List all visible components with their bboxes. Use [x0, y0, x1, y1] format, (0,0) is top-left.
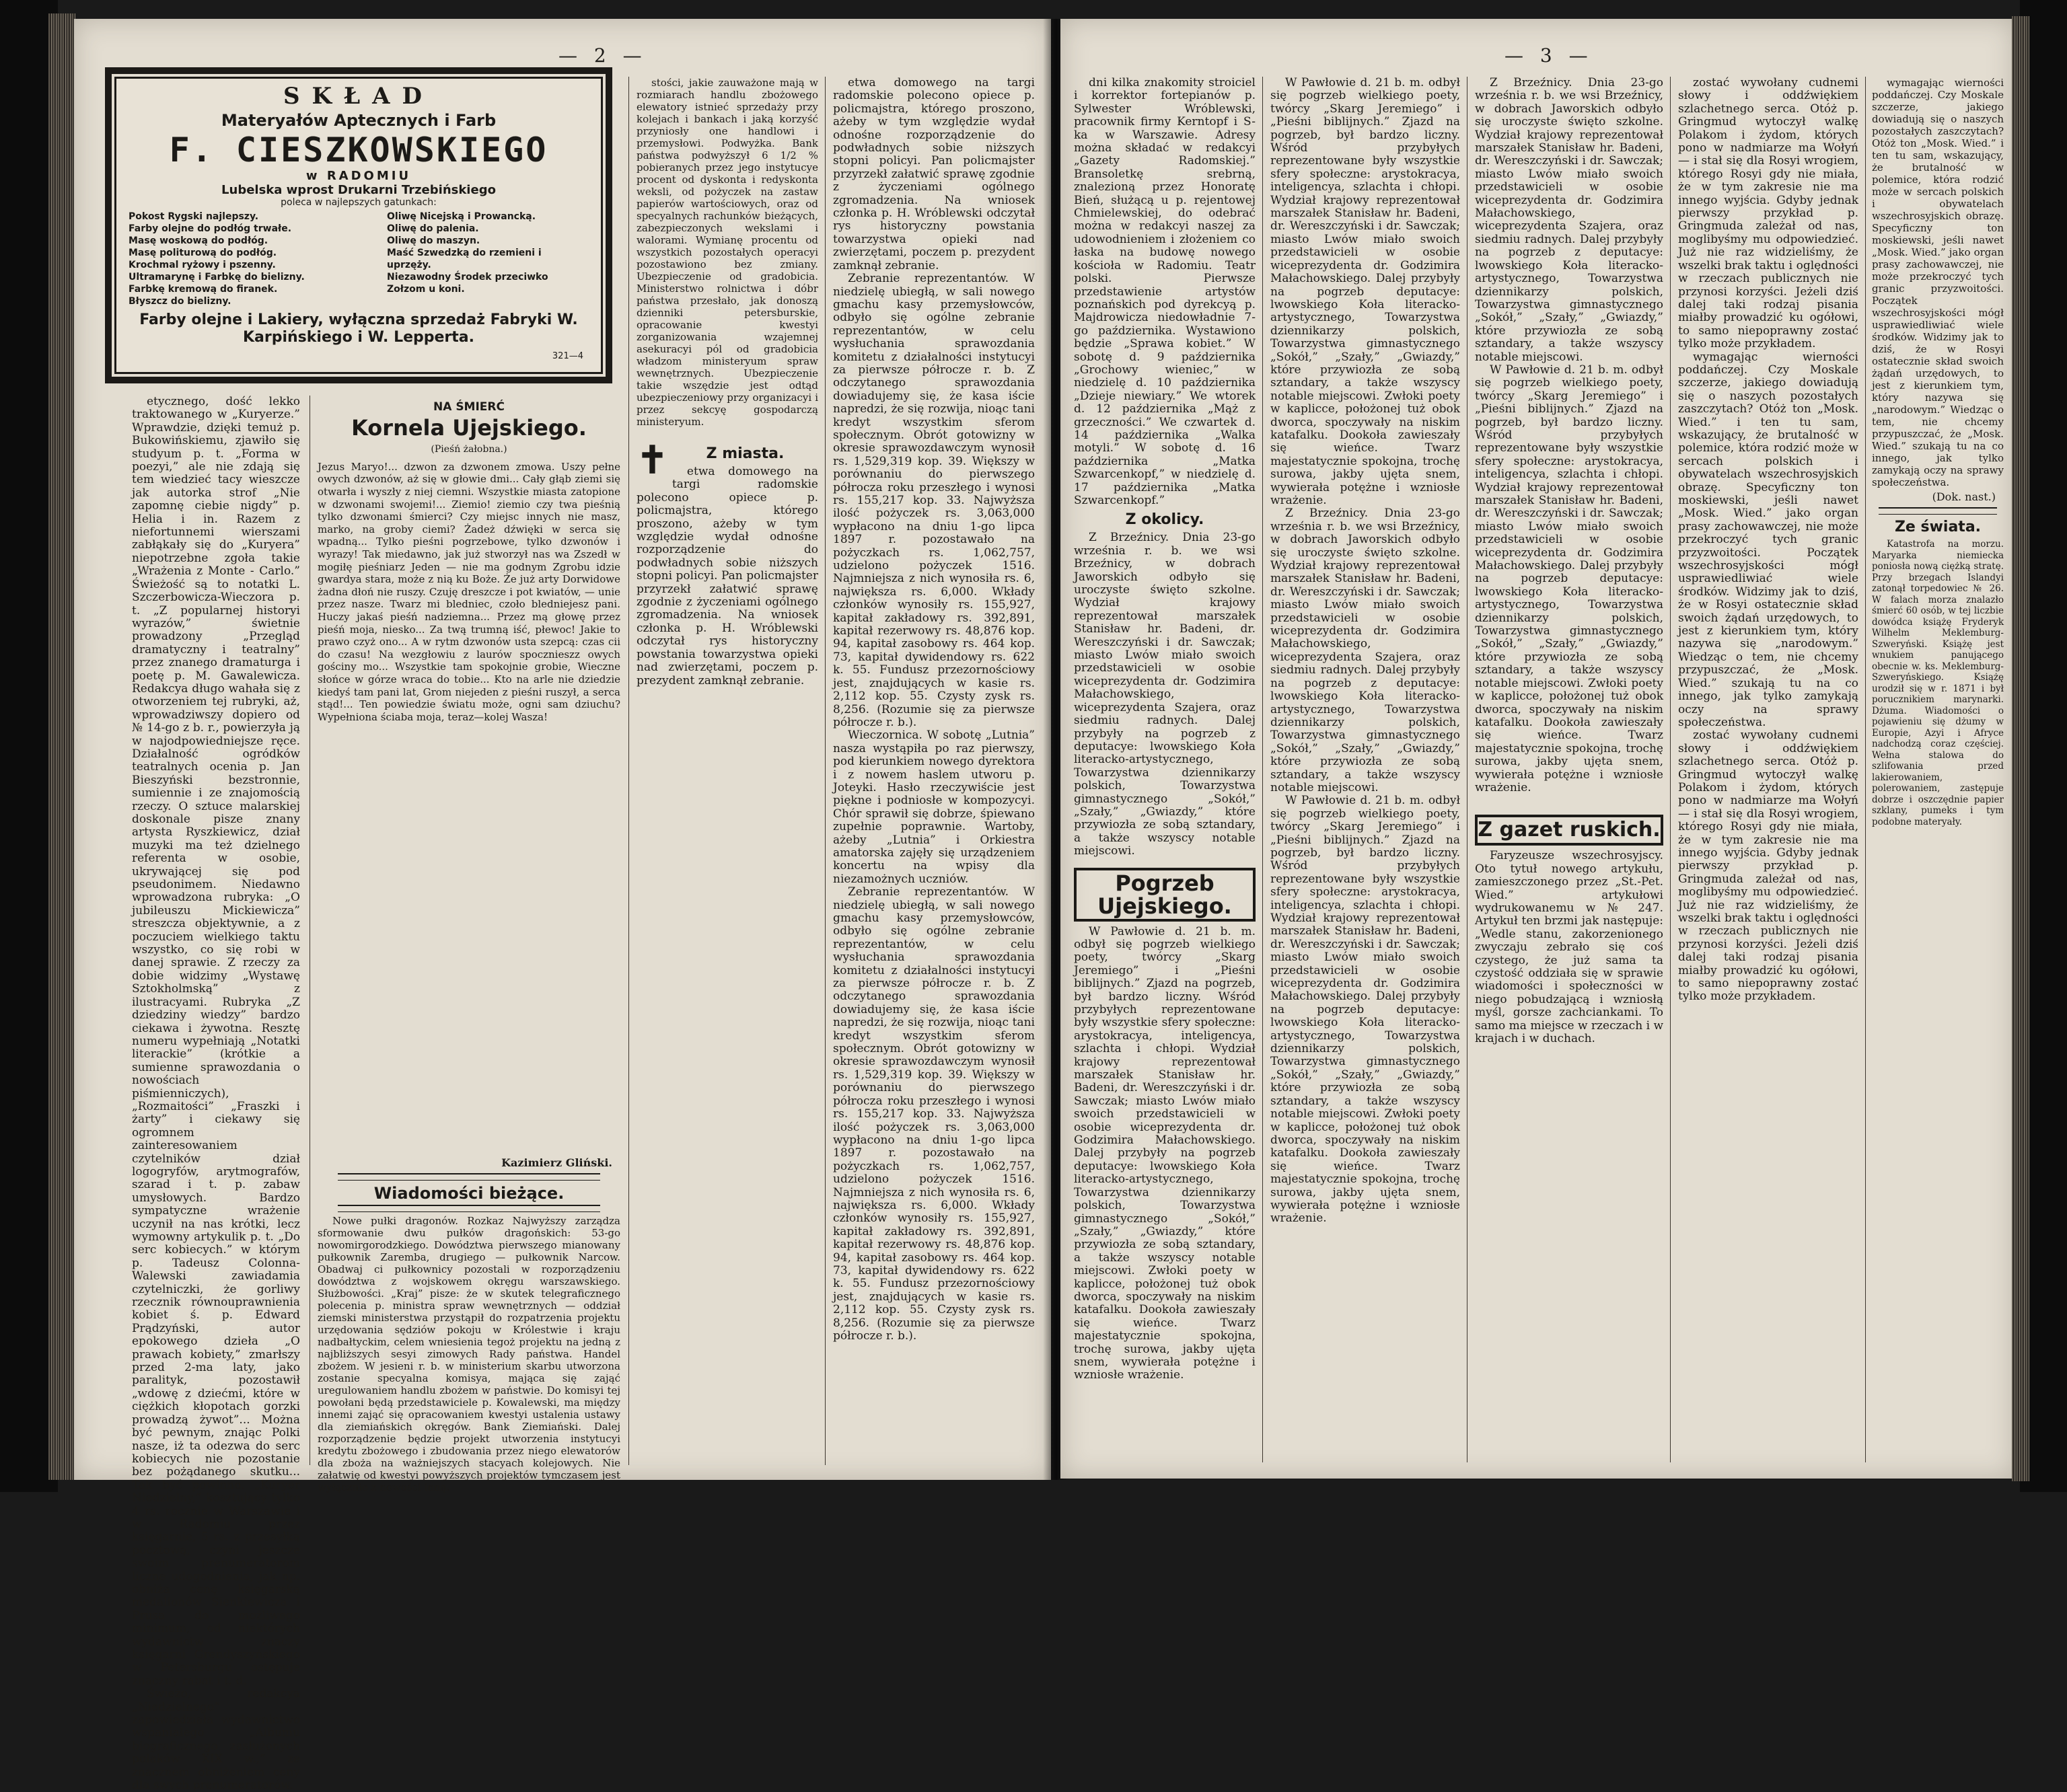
- article-text: Katastrofa na morzu. Maryarka niemiecka poniosła nową ciężką stratę. Przy brzegach Islandyi zatonął torpedowiec № 26. W falach morza znalazło śmierć 60 osób, w tej liczbie dowódca książę Fryderyk Wilhelm Meklemburg-Szweryński. Książę jest wnukiem panującego obecnie w. ks. Meklemburg-Szweryńskiego. Książę urodził się w r. 1871 i był porucznikiem marynarki. Dżuma. Wiadomości o pojawieniu się dżumy w Europie, Azyi i Afryce nadchodzą coraz częściej. Wełna stalowa do szlifowania przed lakierowaniem, polerowaniem, zastępuje dobrze i oszczędnie papier szklany, pumeks i tym podobne materyały.: [1872, 539, 2004, 827]
- section-divider: [1879, 507, 1997, 515]
- article-text: stości, jakie zauważone mają w rozmiarach handlu zbożowego elewatory istnieć sprzedaży przy kolejach i bankach i jaką korzyść przyniosły one handlowi i przemysłowi. Podwyżka. Bank państwa podwyższył 6 1/2 % pobieranych przez jego instytucye procent od dyskonta i redyskonta weksli, od pożyczek na zastaw papierów wartościowych, oraz od specyalnych rachunków bieżących, zabezpieczonych wekslami i walorami. Wymianę procentu od wszystkich pozostałych operacyi pozostawiono bez zmiany. Ubezpieczenie od gradobicia. Ministerstwo rolnictwa i dóbr państwa przesłało, jak donoszą dzienniki petersburskie, opracowanie kwestyi zorganizowania wzajemnej asekuracyi pól od gradobicia władzom ministeryum spraw wewnętrznych. Ubezpieczenie takie wszędzie jest odtąd ubezpieczeniowy przy organizacyi i przez sekcyę gospodarczą ministeryum.: [637, 77, 818, 428]
- article-text: Wieczornica. W sobotę „Lutnia” nasza wystąpiła po raz pierwszy, pod kierunkiem nowego dyrektora i z nowem haslem utworu p. Joteyki. Hasło rzeczywiście jest piękne i podniosłe w kompozycyi. Chór sprawił się dobrze, śpiewano zupełnie poprawnie. Wartoby, ażeby „Lutnia” i Orkiestra amatorska zajęły się urządzeniem koncertu na wpisy dla niezamożnych uczniów.: [833, 729, 1035, 886]
- poem-subtitle: (Pieśń żałobna.): [431, 444, 507, 455]
- ad-item: Niezawodny Środek przeciwko Zołzom u koni.: [387, 272, 548, 295]
- ad-item: Ultramarynę i Farbkę do bielizny.: [129, 272, 305, 283]
- section-divider: [338, 1173, 600, 1181]
- article-text: Z Brzeźnicy. Dnia 23-go września r. b. we wsi Brzeźnicy, w dobrach Jaworskich odbyło się uroczyste święto szkolne. Wydział krajowy reprezentował marszałek Stanisław hr. Badeni, dr. Wereszczyński i dr. Sawczak; miasto Lwów miało swoich przedstawicieli w osobie wiceprezydenta dr. Godzimira Małachowskiego, wiceprezydenta Szajera, oraz siedmiu radnych. Dalej przybyły na pogrzeb z deputacye: lwowskiego Koła literacko-artystycznego, Towarzystwa dziennikarzy polskich, Towarzystwa gimnastycznego „Sokół,” „Szały,” „Gwiazdy,” które przywiozła ze sobą sztandary, a także wszyscy notable miejscowi.: [1475, 76, 1663, 364]
- article-text: W Pawłowie d. 21 b. m. odbył się pogrzeb wielkiego poety, twórcy „Skarg Jeremiego” i „Pieśni biblijnych.” Zjazd na pogrzeb, był bardzo liczny. Wśród przybyłych reprezentowane były wszystkie sfery społeczne: arystokracya, inteligencya, szlachta i chłopi. Wydział krajowy reprezentował marszałek Stanisław hr. Badeni, dr. Wereszczyński i dr. Sawczak; miasto Lwów miało swoich przedstawicieli w osobie wiceprezydenta dr. Godzimira Małachowskiego. Dalej przybyły na pogrzeb deputacye: lwowskiego Koła literacko-artystycznego, Towarzystwa dziennikarzy polskich, Towarzystwa gimnastycznego „Sokół,” „Szały,” „Gwiazdy,” które przywiozła ze sobą sztandary, a także wszyscy notable miejscowi. Zwłoki poety w kaplicce, położonej tuż obok dworca, spoczywały na niskim katafalku. Dookoła zawieszały się wieńce. Twarz majestatycznie spokojna, trochę surowa, jakby ujęta snem, wywierała potężne i wzniosłe wrażenie.: [1270, 76, 1460, 507]
- column-3: [637, 77, 818, 1462]
- continuation-note: (Dok. nast.): [1932, 490, 1996, 503]
- ad-item: Masę woskową do podłóg.: [129, 235, 268, 246]
- article-text: wymagając wierności poddańczej. Czy Moskale szczerze, jakiego dowiadują się o naszych pozostałych zaszczytach? Otóż ton „Mosk. Wied.” i ten tu sam, wskazujący, że brutalność w polemice, która rodzić może w sercach polskich i obywatelach wszechrosyjskich obrazę. Specyficzny ton moskiewski, jeśli nawet „Mosk. Wied.” jako organ prasy zachowawczej, nie może przekroczyć tych granic przyzwoitości. Początek wszechrosyjskości mógł usprawiedliwiać wiele środków. Widzimy jak to dziś, że w Rosyi ostatecznie skład swoich żądań urzędowych, to jest z kierunkiem tym, który nazywa się „narodowym.” Wiedząc o tem, nie chcemy przypuszczać, że „Mosk. Wied.” szukają tu na co innego, jak tylko zamykają oczy na sprawy społeczeństwa.: [1678, 350, 1858, 729]
- ad-item: Maść Szwedzką do rzemieni i uprzęży.: [387, 248, 542, 270]
- column-rule: [825, 77, 826, 1465]
- article-text: W Pawłowie d. 21 b. m. odbył się pogrzeb wielkiego poety, twórcy „Skarg Jeremiego” i „Pieśni biblijnych.” Zjazd na pogrzeb, był bardzo liczny. Wśród przybyłych reprezentowane były wszystkie sfery społeczne: arystokracya, inteligencya, szlachta i chłopi. Wydział krajowy reprezentował marszałek Stanisław hr. Badeni, dr. Wereszczyński i dr. Sawczak; miasto Lwów miało swoich przedstawicieli w osobie wiceprezydenta dr. Godzimira Małachowskiego. Dalej przybyły na pogrzeb deputacye: lwowskiego Koła literacko-artystycznego, Towarzystwa dziennikarzy polskich, Towarzystwa gimnastycznego „Sokół,” „Szały,” „Gwiazdy,” które przywiozła ze sobą sztandary, a także wszyscy notable miejscowi. Zwłoki poety w kaplicce, położonej tuż obok dworca, spoczywały na niskim katafalku. Dookoła zawieszały się wieńce. Twarz majestatycznie spokojna, trochę surowa, jakby ujęta snem, wywierała potężne i wzniosłe wrażenie.: [1074, 924, 1256, 1382]
- column-3: [1475, 77, 1663, 1462]
- ad-item: Oliwę do palenia.: [387, 223, 479, 234]
- column-1: [132, 395, 300, 1792]
- book-page-edges-left: [48, 13, 75, 1480]
- column-4: [1678, 77, 1858, 1462]
- article-text: etwa domowego na targi radomskie polecono opiece p. policmajstra, którego proszono, ażeby w tym względzie wydał odnośne rozporządzenie do podwładnych sobie niższych stopni policyi. Pan policmajster przyrzekł załatwić sprawę zgodnie z życzeniami ogólnego zgromadzenia. Na wniosek członka p. H. Wróblewski odczytał rys historyczny powstania towarzystwa opieki nad zwierzętami, poczem p. prezydent zamknął zebranie.: [833, 76, 1035, 272]
- article-text: Nowe pułki dragonów. Rozkaz Najwyższy zarządza sformowanie dwu pułków dragońskich: 53-go nowomirgorodzkiego. Dowództwa pierwszego mianowany pułkownik Zaremba, drugiego — pułkownik Narcow. Obadwaj ci pułkownicy pozostali w rozporządzeniu dowództwa z wojskowem okręgu warszawskiego. Służbowości. „Kraj” pisze: że w skutek telegraficznego polecenia p. ministra spraw wewnętrznych — oddział ziemski ministerstwa przystąpił do rozpatrzenia projektu urzędowania sędziów pokoju w Królestwie i kraju nadbałtyckim, celem wniesienia tegoż projektu na jedną z najbliższych sesyi zimowych Rady państwa. Handel zbożem. W jesieni r. b. w ministerium skarbu utworzona zostanie specyalna komisya, mająca się zająć uregulowaniem handlu zbożem w państwie. Do komisyi tej powołani będą przedstawiciele p. Kowalewski, ma między innemi zająć się opracowaniem kwestyi ustalenia ustawy dla ziemiańskich okręgów. Bank Ziemiański. Dalej rozporządzenie będzie projekt utworzenia instytucyi kredytu zbożowego i zbudowania przez niego elewatorów dla zboża na ważniejszych stacyach kolejowych. Nie załatwię od kwestyi powyższych projektów tymczasem jest wyłącznie z nowości inną.: [318, 1215, 620, 1494]
- ad-tagline: poleca w najlepszych gatunkach:: [281, 197, 437, 208]
- article-text: etwa domowego na targi radomskie polecono opiece p. policmajstra, którego proszono, ażeby w tym względzie wydał odnośne rozporządzenie do podwładnych sobie niższych stopni policyi. Pan policmajster przyrzekł załatwić sprawę zgodnie z życzeniami ogólnego zgromadzenia. Na wniosek członka p. H. Wróblewski odczytał rys historyczny powstania towarzystwa opieki nad zwierzętami, poczem p. prezydent zamknął zebranie.: [637, 465, 818, 687]
- ad-brand: F. CIESZKOWSKIEGO: [169, 130, 548, 170]
- article-text: zostać wywołany cudnemi słowy i oddźwiękiem szlachetnego serca. Otóż p. Gringmud wytoczył walkę Polakom i żydom, których pono w nadmiarze ma Wołyń — i stał się dla Rosyi wrogiem, którego Rosyi gdy nie miała, że w tym zakresie nie ma innego wyjścia. Gdyby jednak pierwszy przykład p. Gringmuda zależał od nas, moglibyśmy mu odpowiedzieć. Już nie raz widzieliśmy, że wszelki brak taktu i oględności w rzeczach publicznych nie przynosi korzyści. Jeżeli dziś dalej taki rodzaj pisania miałby prowadzić ku ogółowi, to samo niepoprawny zostać tylko może przykładem.: [1678, 76, 1858, 351]
- ad-address: Lubelska wprost Drukarni Trzebińskiego: [221, 183, 496, 197]
- column-1: [1074, 77, 1256, 1462]
- page-number-left: — 2 —: [558, 44, 647, 67]
- ze-swiata-heading: Ze świata.: [1894, 519, 1982, 535]
- poem-author: Kazimierz Gliński.: [501, 1156, 612, 1169]
- article-text: W Pawłowie d. 21 b. m. odbył się pogrzeb wielkiego poety, twórcy „Skarg Jeremiego” i „Pieśni biblijnych.” Zjazd na pogrzeb, był bardzo liczny. Wśród przybyłych reprezentowane były wszystkie sfery społeczne: arystokracya, inteligencya, szlachta i chłopi. Wydział krajowy reprezentował marszałek Stanisław hr. Badeni, dr. Wereszczyński i dr. Sawczak; miasto Lwów miało swoich przedstawicieli w osobie wiceprezydenta dr. Godzimira Małachowskiego. Dalej przybyły na pogrzeb deputacye: lwowskiego Koła literacko-artystycznego, Towarzystwa dziennikarzy polskich, Towarzystwa gimnastycznego „Sokół,” „Szały,” „Gwiazdy,” które przywiozła ze sobą sztandary, a także wszyscy notable miejscowi. Zwłoki poety w kaplicce, położonej tuż obok dworca, spoczywały na niskim katafalku. Dookoła zawieszały się wieńce. Twarz majestatycznie spokojna, trochę surowa, jakby ujęta snem, wywierała potężne i wzniosłe wrażenie.: [1270, 794, 1460, 1226]
- left-page: [74, 19, 1051, 1792]
- column-4: [833, 77, 1035, 1462]
- ad-city: w RADOMIU: [305, 169, 412, 183]
- ad-product-list: [116, 208, 601, 307]
- book-page-edges-right: [2012, 16, 2029, 1481]
- poem-text: Jezus Maryo!... dzwon za dzwonem zmowa. Uszy pełne owych dzwonów, aż się w głowie dmi... Cały głąb ziemi się otwarła i wyszły z niej ciemni. Wszystkie miasta zatopione w dzwonami swojemi!... Ziemio! ziemio czy twa pieśnią tylko dzwonami śmierci? Czy miejsc innych nie masz, marko, na groby ciemi? Żadeż dźwięki w serca się wpadną... Tylko pieśni pogrzebowe, tylko dzwonów i wyrazy! Tak miedawno, jak już stworzył nas wa Zszedł w mogiłę pieśniarz Jeden — nie ma godnym Zgrobu idzie gwardya stara, może z nią ku Boże. Że już arty Dorwidowe żadna dłoń nie ruszy. Czuję dreszcze i pot kwiatów, — unie przez nasze. Twarz mi bledniec, czoło bledniejesz pani. Huczy jakaś pieśń nadziemna... Przez mą głowę przez pieśń moja, niesko... Za twą trumną iść, płewoc! Jakie to prawo czyż ono... A w rytm dzwonów usta szepcą: czas cii do czasu! Na wezgłowiu z laurów spocznieszz owych gościny mo... Wszystkie tam spokojnie grobie, Wieczne słońce w górze wraca do tobie... Kto na arle nie dziedzie kiedyś tam pani lat, Grom niejeden z pieśni ruszył, a serca stąd!... Ten powiedzie światu może, ogni sam dziuchu? Wypełniona ściaba moja, teraz—kolej Wasza!: [318, 460, 620, 723]
- article-text: Świeżo, redakcya „Niedzielnego” zapowiedziała wydawnictwo wspaniałego „Albumu biograficznego zasłużonych polaków XIX w.,” ze znacznem obniżeniem ceny dla swych prenumeratorów.: [132, 1687, 300, 1792]
- ad-item: Masę politurową do podłóg.: [129, 248, 277, 258]
- column-rule: [628, 77, 629, 1465]
- ad-item: Krochmal ryżowy i pszenny.: [129, 260, 276, 270]
- page-number-right: — 3 —: [1504, 44, 1593, 67]
- pogrzeb-heading: Pogrzeb Ujejskiego.: [1074, 868, 1256, 922]
- ad-items-right: [387, 211, 589, 307]
- article-text: Faryzeusze wszechrosyjscy. Oto tytuł nowego artykułu, zamieszczonego przez „St.-Pet. Wied.” artykułowi wydrukowanemu w № 247. Artykuł ten brzmi jak następuje: „Wedle stanu, zakorzenionego zwyczaju zebrało się coś czystego, że już sama ta czystość oddziała się w sprawie wiadomości i społeczności w niego pobudzającą i wzniosłą myśl, gorsze zachciankami. To samo ma miejsce w rzeczach i w krajach i w duchach.: [1475, 849, 1663, 1046]
- article-text: dni kilka znakomity stroiciel i korrektor fortepianów p. Sylwester Wróblewski, pracownik firmy Kerntopf i S-ka w Warszawie. Adresy można składać w redakcyi „Gazety Radomskiej.” Bransoletkę srebrną, znalezioną przez Honoratę Bień, służącą u p. rejentowej Chmielewskiej, do odebrać można w redakcyi naszej za udowodnieniem i złożeniem co łaska na budowę nowego kościoła w Radomiu. Teatr polski. Pierwsze przedstawienie artystów poznańskich pod dyrekcyą p. Majdrowicza niedowładnie 7-go października. Wystawiono będzie „Sprawa kobiet.” W sobotę d. 9 października „Grochowy wieniec,” w niedzielę d. 10 października „Dzieje niewiary.” We wtorek d. 12 października „Mąż z grzeczności.” We czwartek d. 14 października „Walka motyli.” W sobotę d. 16 października „Matka Szwarcenkopf,” w niedzielę d. 17 października „Matka Szwarcenkopf.”: [1074, 76, 1256, 507]
- poem-title: Kornela Ujejskiego.: [351, 415, 587, 441]
- column-2: [318, 396, 620, 1494]
- wiadomosci-heading: Wiadomości bieżące.: [373, 1184, 565, 1203]
- z-gazet-heading: Z gazet ruskich.: [1475, 815, 1663, 846]
- ad-subtitle: Materyałów Aptecznych i Farb: [221, 111, 497, 130]
- ad-footer: Farby olejne i Lakiery, wyłączna sprzedaż Fabryki W. Karpińskiego i W. Lepperta.: [139, 311, 578, 346]
- article-text: W Pawłowie d. 21 b. m. odbył się pogrzeb wielkiego poety, twórcy „Skarg Jeremiego” i „Pieśni biblijnych.” Zjazd na pogrzeb, był bardzo liczny. Wśród przybyłych reprezentowane były wszystkie sfery społeczne: arystokracya, inteligencya, szlachta i chłopi. Wydział krajowy reprezentował marszałek Stanisław hr. Badeni, dr. Wereszczyński i dr. Sawczak; miasto Lwów miało swoich przedstawicieli w osobie wiceprezydenta dr. Godzimira Małachowskiego. Dalej przybyły na pogrzeb deputacye: lwowskiego Koła literacko-artystycznego, Towarzystwa dziennikarzy polskich, Towarzystwa gimnastycznego „Sokół,” „Szały,” „Gwiazdy,” które przywiozła ze sobą sztandary, a także wszyscy notable miejscowi. Zwłoki poety w kaplicce, położonej tuż obok dworca, spoczywały na niskim katafalku. Dookoła zawieszały się wieńce. Twarz majestatycznie spokojna, trochę surowa, jakby ujęta snem, wywierała potężne i wzniosłe wrażenie.: [1475, 363, 1663, 794]
- column-rule: [1865, 77, 1866, 1462]
- section-divider: [338, 1205, 600, 1212]
- ad-item: Pokost Rygski najlepszy.: [129, 211, 259, 222]
- ad-items-left: [129, 211, 305, 307]
- article-text: etycznego, dość lekko traktowanego w „Kuryerze.” Wprawdzie, dzięki temuż p. Bukowińskiemu, zjawiło się studyum p. t. „Forma w poezyi,” ale nie zdają się tem wiedzieć tacy wieszcze jak autorka strof „Nie zapomnę ciebie nigdy” p. Helia i in. Razem z niefortunnemi wierszami zabłąkały się do „Kuryera” niepotrzebne zgoła takie „Wrażenia z Monte - Carlo.” Świeżość są to notatki L. Szczerbowicza-Wieczora p. t. „Z popularnej historyi wyrazów,” świetnie prowadzony „Przegląd dramatyczny i teatralny” przez znanego dramaturga i poetę p. M. Gawalewicza. Redakcya długo wahała się z otworzeniem tej rubryki, aż, wprowadziwszy dopiero od № 14-go z b. r., powierzyła ją w najodpowiedniejsze ręce. Działalność ogródków teatralnych ocenia p. Jan Bieszyński bezstronnie, sumiennie i ze znajomością rzeczy. O sztuce malarskiej doskonale pisze znany artysta Ryszkiewicz, dział muzyki ma też dzielnego referenta w osobie, ukrywającej się pod pseudonimem. Niedawno wprowadzona rubryka: „O jubileuszu Mickiewicza” streszcza objektywnie, a z poczuciem wielkiego taktu wszystko, co się robi w danej sprawie. Z rzeczy za dobie widzimy „Wystawę Sztokholmską” z ilustracyami. Rubryka „Z dziedziny wiedzy” bardzo ciekawa i żywotna. Resztę numeru wypełniają „Notatki literackie” (krótkie a sumienne sprawozdania o nowościach piśmienniczych), „Rozmaitości” „Fraszki i żarty” i ciekawy się ogromnem zainteresowaniem czytelników dział logogryfów, arytmografów, szarad i t. p. zabaw umysłowych. Bardzo sympatyczne wrażenie uczynił na nas krótki, lecz wymowny artykulik p. t. „Do serc kobiecych.” w którym p. Tadeusz Colonna-Walewski zawiadamia czytelniczki, że gorliwy rzecznik równouprawnienia kobiet ś. p. Edward Prądzyński, autor epokowego dzieła „O prawach kobiety,” zmarłszy przed 2-ma laty, jako paralityk, pozostawił „wdowę z dziećmi, które w ciężkich kłopotach gorzki prowadzą żywot”... Można być pewnym, znając Polki nasze, iż ta odezwa do serc kobiecych nie pozostanie bez pożądanego skutku... Tak być powinno. „Kuryer Niedzielny,” kosztujący tylko 4 rs. rocznie w Warszawie i w Radomiu przez księgarnie, 5 rs. z przesyłką pocztową, czyni jeszcze swoim prenumeratorom liczne udogodnienia, jak np. obniża cenę księgarską medalionów Sienkiewicza i Prusa do możliwego minimum, od niektórych wydawnictw znaczy księgarni Grendyszyńskiego w Petersburgu ostępuje znaczny rabat i t. d.: [132, 395, 300, 1688]
- article-text: Z Brzeźnicy. Dnia 23-go września r. b. we wsi Brzeźnicy, w dobrach Jaworskich odbyło się uroczyste święto szkolne. Wydział krajowy reprezentował marszałek Stanisław hr. Badeni, dr. Wereszczyński i dr. Sawczak; miasto Lwów miało swoich przedstawicieli w osobie wiceprezydenta dr. Godzimira Małachowskiego, wiceprezydenta Szajera, oraz siedmiu radnych. Dalej przybyły na pogrzeb z deputacye: lwowskiego Koła literacko-artystycznego, Towarzystwa dziennikarzy polskich, Towarzystwa gimnastycznego „Sokół,” „Szały,” „Gwiazdy,” które przywiozła ze sobą sztandary, a także wszyscy notable miejscowi.: [1074, 531, 1256, 858]
- article-text: Zebranie reprezentantów. W niedzielę ubiegłą, w sali nowego gmachu kasy przemysłowców, odbyło się ogólne zebranie reprezentantów, w celu wysłuchania sprawozdania komitetu z działalności instytucyi za pierwsze półrocze r. b. Z odczytanego sprawozdania dowiadujemy się, że kasa iście napredzi, że się rozwija, nioąc tani kredyt wszystkim sferom społecznym. Obrót gotowizny w okresie sprawozdawczym wynosił rs. 1,529,319 kop. 39. Większy w porównaniu do pierwszego półrocza roku przeszłego i wynosi rs. 155,217 kop. 33. Najwyższa ilość pożyczek rs. 3,063,000 wypłacono na dniu 1-go lipca 1897 r. pozostawało na pożyczkach rs. 1,062,757, udzielono pożyczek 1516. Najmniejsza z nich wynosiła rs. 6, największa rs. 6,000. Wkłady członków wynosiły rs. 155,927, kapitał zakładowy rs. 392,891, kapitał rezerwowy rs. 48,876 kop. 94, kapitał zasobowy rs. 464 kop. 73, kapitał dywidendowy rs. 622 k. 55. Fundusz przezornościowy jest, znajdujących w kasie rs. 2,112 kop. 55. Czysty zysk rs. 8,256. (Rozumie się za pierwsze półrocze r. b.).: [833, 272, 1035, 729]
- ad-item: Oliwę do maszyn.: [387, 235, 480, 246]
- article-text: Zebranie reprezentantów. W niedzielę ubiegłą, w sali nowego gmachu kasy przemysłowców, odbyło się ogólne zebranie reprezentantów, w celu wysłuchania sprawozdania komitetu z działalności instytucyi za pierwsze półrocze r. b. Z odczytanego sprawozdania dowiadujemy się, że kasa iście napredzi, że się rozwija, nioąc tani kredyt wszystkim sferom społecznym. Obrót gotowizny w okresie sprawozdawczym wynosił rs. 1,529,319 kop. 39. Większy w porównaniu do pierwszego półrocza roku przeszłego i wynosi rs. 155,217 kop. 33. Najwyższa ilość pożyczek rs. 3,063,000 wypłacono na dniu 1-go lipca 1897 r. pozostawało na pożyczkach rs. 1,062,757, udzielono pożyczek 1516. Najmniejsza z nich wynosiła rs. 6, największa rs. 6,000. Wkłady członków wynosiły rs. 155,927, kapitał zakładowy rs. 392,891, kapitał rezerwowy rs. 48,876 kop. 94, kapitał zasobowy rs. 464 kop. 73, kapitał dywidendowy rs. 622 k. 55. Fundusz przezornościowy jest, znajdujących w kasie rs. 2,112 kop. 55. Czysty zysk rs. 8,256. (Rozumie się za pierwsze półrocze r. b.).: [833, 885, 1035, 1343]
- ad-item: Farbkę kremową do firanek.: [129, 284, 278, 295]
- column-rule: [1670, 77, 1671, 1462]
- cross-icon: ✝: [637, 438, 668, 482]
- ad-number: 321—4: [552, 351, 583, 361]
- column-rule: [1262, 77, 1263, 1462]
- article-text: Z Brzeźnicy. Dnia 23-go września r. b. we wsi Brzeźnicy, w dobrach Jaworskich odbyło się uroczyste święto szkolne. Wydział krajowy reprezentował marszałek Stanisław hr. Badeni, dr. Wereszczyński i dr. Sawczak; miasto Lwów miało swoich przedstawicieli w osobie wiceprezydenta dr. Godzimira Małachowskiego, wiceprezydenta Szajera, oraz siedmiu radnych. Dalej przybyły na pogrzeb z deputacye: lwowskiego Koła literacko-artystycznego, Towarzystwa dziennikarzy polskich, Towarzystwa gimnastycznego „Sokół,” „Szały,” „Gwiazdy,” które przywiozła ze sobą sztandary, a także wszyscy notable miejscowi.: [1270, 507, 1460, 794]
- advertisement-box: [114, 77, 603, 374]
- na-smierc-small: NA ŚMIERĆ: [433, 400, 505, 414]
- z-miasta-heading: Z miasta.: [706, 445, 785, 462]
- ad-item: Farby olejne do podłóg trwałe.: [129, 223, 292, 234]
- column-5: [1872, 77, 2004, 1462]
- ad-title: SKŁAD: [283, 83, 435, 110]
- z-okolicy-heading: Z okolicy.: [1125, 511, 1204, 529]
- article-text: zostać wywołany cudnemi słowy i oddźwiękiem szlachetnego serca. Otóż p. Gringmud wytoczył walkę Polakom i żydom, których pono w nadmiarze ma Wołyń — i stał się dla Rosyi wrogiem, którego Rosyi gdy nie miała, że w tym zakresie nie ma innego wyjścia. Gdyby jednak pierwszy przykład p. Gringmuda zależał od nas, moglibyśmy mu odpowiedzieć. Już nie raz widzieliśmy, że wszelki brak taktu i oględności w rzeczach publicznych nie przynosi korzyści. Jeżeli dziś dalej taki rodzaj pisania miałby prowadzić ku ogółowi, to samo niepoprawny zostać tylko może przykładem.: [1678, 729, 1858, 1004]
- ad-item: Błyszcz do bielizny.: [129, 296, 231, 307]
- ad-item: Oliwę Nicejską i Prowancką.: [387, 211, 536, 222]
- right-page: [1060, 19, 2015, 1479]
- article-text: wymagając wierności poddańczej. Czy Moskale szczerze, jakiego dowiadują się o naszych pozostałych zaszczytach? Otóż ton „Mosk. Wied.” i ten tu sam, wskazujący, że brutalność w polemice, która rodzić może w sercach polskich i obywatelach wszechrosyjskich obrazę. Specyficzny ton moskiewski, jeśli nawet „Mosk. Wied.” jako organ prasy zachowawczej, nie może przekroczyć tych granic przyzwoitości. Początek wszechrosyjskości mógł usprawiedliwiać wiele środków. Widzimy jak to dziś, że w Rosyi ostatecznie skład swoich żądań urzędowych, to jest z kierunkiem tym, który nazywa się „narodowym.” Wiedząc o tem, nie chcemy przypuszczać, że „Mosk. Wied.” szukają tu na co innego, jak tylko zamykają oczy na sprawy społeczeństwa.: [1872, 77, 2004, 488]
- column-2: [1270, 77, 1460, 1462]
